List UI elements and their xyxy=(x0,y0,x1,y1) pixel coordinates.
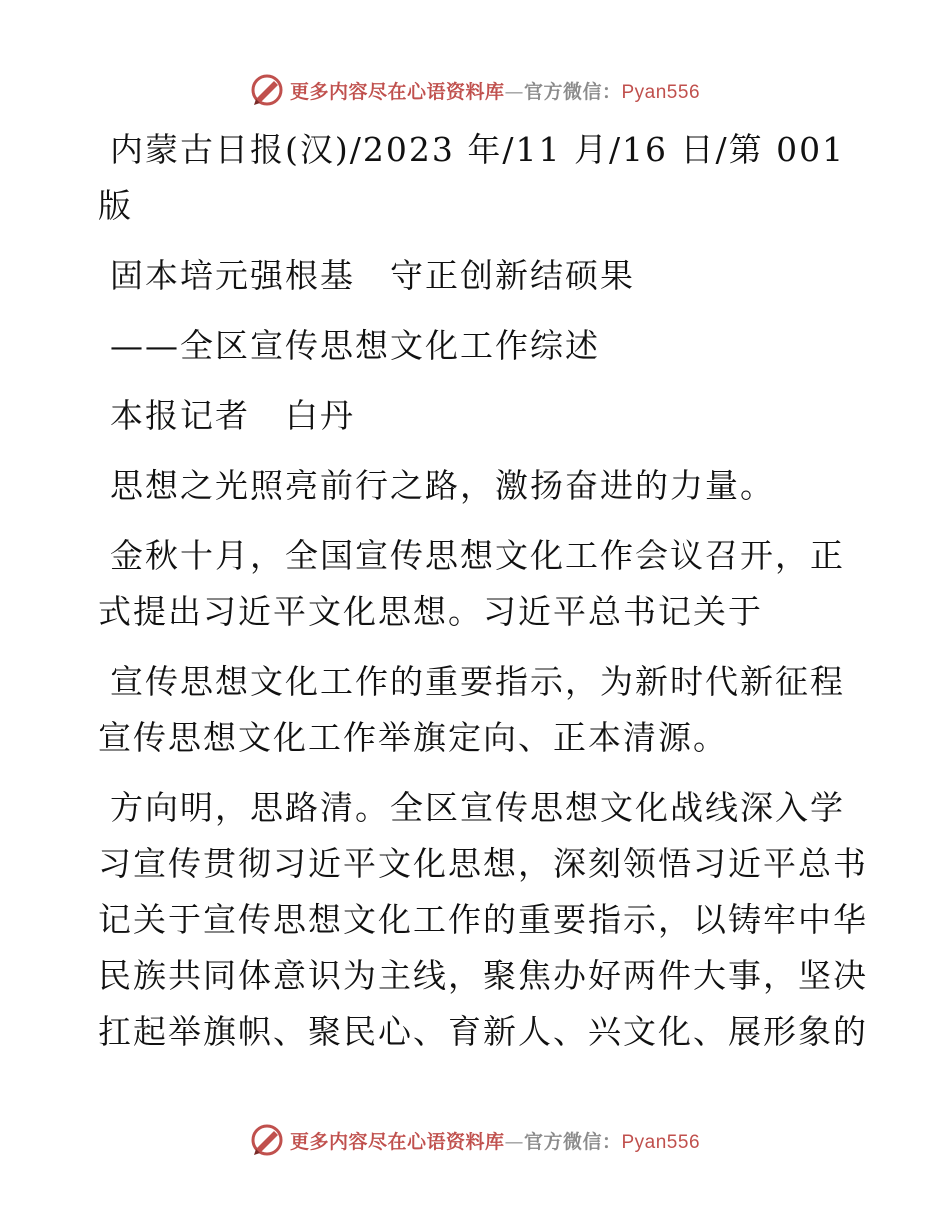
watermark-header xyxy=(0,70,950,110)
headline: 固本培元强根基 守正创新结硕果 xyxy=(110,256,635,295)
watermark-dash: — xyxy=(504,1130,524,1153)
source-line: 内蒙古日报(汉)/2023 年/11 月/16 日/第 001 xyxy=(110,130,846,169)
paragraph-4-line-4: 民族共同体意识为主线，聚焦办好两件大事，坚决 xyxy=(98,956,868,995)
document-body xyxy=(98,122,868,1060)
watermark-label: 官方微信： xyxy=(523,80,622,103)
watermark-footer xyxy=(0,1120,950,1160)
paragraph-3-line-2: 宣传思想文化工作举旗定向、正本清源。 xyxy=(98,718,728,757)
watermark-wechat-id: Pyan556 xyxy=(621,81,701,103)
watermark-text xyxy=(290,1127,700,1154)
paragraph-4-line-2: 习宣传贯彻习近平文化思想，深刻领悟习近平总书 xyxy=(98,844,868,883)
paragraph-1: 思想之光照亮前行之路，激扬奋进的力量。 xyxy=(110,466,775,505)
paragraph-4-line-1: 方向明，思路清。全区宣传思想文化战线深入学 xyxy=(110,788,845,827)
source-line-continued: 版 xyxy=(98,186,133,225)
paragraph-3-line-1: 宣传思想文化工作的重要指示，为新时代新征程 xyxy=(110,662,845,701)
watermark-wechat-id: Pyan556 xyxy=(621,1131,701,1153)
watermark-label: 官方微信： xyxy=(523,1130,622,1153)
pen-logo-icon xyxy=(250,1123,284,1157)
pen-logo-icon xyxy=(250,73,284,107)
paragraph-4-line-3: 记关于宣传思想文化工作的重要指示，以铸牢中华 xyxy=(98,900,868,939)
paragraph-2-line-2: 式提出习近平文化思想。习近平总书记关于 xyxy=(98,592,763,631)
byline: 本报记者 白丹 xyxy=(110,396,355,435)
watermark-text xyxy=(290,77,700,104)
watermark-dash: — xyxy=(504,80,524,103)
paragraph-4-line-5: 扛起举旗帜、聚民心、育新人、兴文化、展形象的 xyxy=(98,1012,868,1051)
watermark-main-text: 更多内容尽在心语资料库 xyxy=(289,1130,505,1153)
subheadline: ——全区宣传思想文化工作综述 xyxy=(110,326,600,365)
watermark-main-text: 更多内容尽在心语资料库 xyxy=(289,80,505,103)
paragraph-2-line-1: 金秋十月，全国宣传思想文化工作会议召开，正 xyxy=(110,536,845,575)
